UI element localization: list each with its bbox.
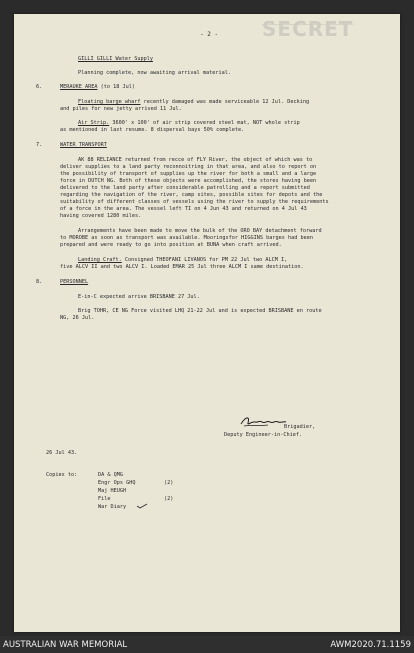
footer-accession-number: AWM2020.71.1159 [330, 640, 411, 650]
s7-para1-line: the possibility of transport of supplies up the river for both a small and a large [60, 171, 317, 177]
s7-para2-line: Arrangements have been made to move the bulk of the ORO BAY detachment forward [78, 228, 322, 234]
copies-item: Engr Ops GHQ [98, 480, 136, 486]
s7-number: 7. [36, 142, 43, 148]
document-date: 26 Jul 43. [46, 450, 78, 456]
s7-landing-lead: Landing Craft. [78, 257, 122, 263]
s6-wharf-text2: and piles for new jetty arrived 11 Jul. [60, 106, 182, 112]
s7-para2-line: prepared and were ready to go into position at BUNA when craft arrived. [60, 242, 282, 248]
s8-line3: NG, 26 Jul. [60, 315, 95, 321]
s6-date: (to 18 Jul) [100, 84, 135, 90]
s8-line1: E-in-C expected arrive BRISBANE 27 Jul. [78, 294, 200, 300]
s7-para1-line: regarding the navigation of the river, camp sites, possible sites for depots and the [60, 192, 323, 198]
s8-number: 8. [36, 279, 43, 285]
copies-item: Maj HEUGH [98, 488, 127, 494]
secret-stamp: SECRET [262, 17, 354, 41]
s6-heading-row [60, 84, 135, 91]
s7-para1-line: of a force in the area. The vessel left TI on 4 Jun 43 and returned on 4 Jul 43 [60, 206, 307, 212]
s6-air-text: 3600' x 100' of air strip covered steel mat, NOT whole strip [112, 120, 300, 126]
s8-line2: Brig TOHR, CE NG Force visited LHQ 21-22 Jul and is expected BRISBANE en route [78, 308, 322, 314]
copies-item: DA & QMG [98, 472, 123, 478]
s6-wharf-row [78, 99, 309, 106]
s6-wharf-text: recently damaged was made serviceable 12 Jul. Decking [143, 99, 310, 105]
s7-para2-line: to MOROBE as soon as transport was available. Mooringsfor HIGGINS barges had been [60, 235, 313, 241]
handwritten-signature [238, 412, 288, 430]
s7-heading: WATER TRANSPORT [60, 142, 107, 148]
signature-title: Deputy Engineer-in-Chief. [224, 432, 303, 438]
archive-footer [0, 636, 414, 653]
copies-item: War Diary [98, 504, 127, 510]
s7-para1-line: having covered 1280 miles. [60, 213, 142, 219]
s6-air-text2: as mentioned in last resume. 8 dispersal bays 50% complete. [60, 127, 245, 133]
copies-item: File [98, 496, 111, 502]
copies-item-count: (2) [164, 496, 174, 502]
gilli-text: Planning complete, now awaiting arrival material. [78, 70, 232, 76]
gilli-heading: GILLI GILLI Water Supply [78, 56, 153, 62]
s7-landing-text2: five ALCV II and two ALCV I. Loaded EMAR 25 Jul three ALCM I same destination. [60, 264, 304, 270]
copies-label: Copies to: [46, 472, 78, 478]
s6-heading: MERAUKE AREA [60, 84, 98, 90]
document-content [14, 14, 400, 632]
s6-air-row [78, 120, 300, 127]
s7-para1-line: suitability of different classes of vessels using the river to supply the requirements [60, 199, 329, 205]
s7-landing-row [78, 257, 287, 264]
document-page [14, 14, 400, 632]
s7-para1-line: delivered to the land party after considerable patrolling and a report submitted [60, 185, 310, 191]
s7-para1-line: force in DUTCH NG. Both of these objects were accomplished, the stores having been [60, 178, 317, 184]
s6-number: 6. [36, 84, 43, 90]
s8-heading: PERSONNEL [60, 279, 89, 285]
s7-para1-line: AK 88 RELIANCE returned from recce of FLY River, the object of which was to [78, 157, 313, 163]
copies-item-count: (2) [164, 480, 174, 486]
s6-air-lead: Air Strip. [78, 120, 110, 126]
s6-wharf-lead: Floating barge wharf [78, 99, 141, 105]
handwritten-tick [136, 503, 148, 509]
signature-rank: Brigadier, [284, 424, 316, 430]
footer-institution: AUSTRALIAN WAR MEMORIAL [3, 640, 128, 650]
page-number: - 2 - [200, 31, 219, 38]
s7-para1-line: deliver supplies to a land party reconnoitring in that area, and also to report on [60, 164, 317, 170]
s7-landing-text: Consigned THEOFANI LIVANOS for PM 22 Jul two ALCM I, [124, 257, 288, 263]
